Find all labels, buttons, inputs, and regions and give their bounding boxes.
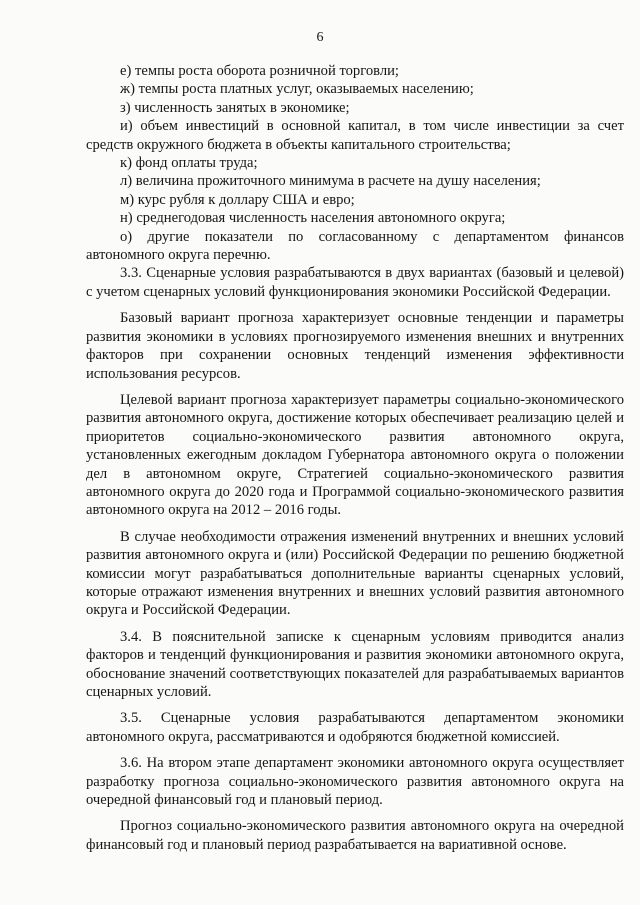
document-body — [86, 62, 624, 854]
list-item: е) темпы роста оборота розничной торговли; — [120, 63, 399, 79]
list-item: з) численность занятых в экономике; — [120, 99, 350, 116]
paragraph-target-variant: Целевой вариант прогноза характеризует параметры социально-экономического развития автономного округа, достижение которых обеспечивает реализацию целей и приоритетов социально-экономического развития автономного округа, установленных ежегодным докладом Губернатора автономного округа о положении дел в автономном округе, Стратегией социально-экономического развития автономного округа до 2020 года и Программой социально-экономического развития автономного округа на 2012 – 2016 годы. — [86, 391, 624, 519]
list-item: м) курс рубля к доллару США и евро; — [120, 191, 355, 208]
list-item: о) другие показатели по согласованному с департаментом финансов автономного округа перечню. — [86, 228, 624, 264]
paragraph-base-variant: Базовый вариант прогноза характеризует основные тенденции и параметры развития экономики в условиях прогнозируемого изменения внешних и внутренних факторов при сохранении основных тенденций изменения эффективности использования ресурсов. — [86, 310, 624, 382]
list-item: ж) темпы роста платных услуг, оказываемых населению; — [120, 81, 474, 98]
paragraph-3-6: 3.6. На втором этапе департамент экономики автономного округа осуществляет разработку прогноза социально-экономического развития автономного округа на очередной финансовый год и плановый период. — [86, 755, 624, 809]
list-item: и) объем инвестиций в основной капитал, в том числе инвестиции за счет средств окружного бюджета в объекты капитального строительства; — [86, 118, 624, 153]
list-item: к) фонд оплаты труда; — [120, 155, 258, 172]
page-number: 6 — [316, 30, 324, 45]
paragraph-forecast-basis: Прогноз социально-экономического развития автономного округа на очередной финансовый год и плановый период разрабатывается на вариативной основе. — [86, 818, 624, 853]
list-item: л) величина прожиточного минимума в расчете на душу населения; — [120, 173, 541, 190]
paragraph-3-4: 3.4. В пояснительной записке к сценарным условиям приводится анализ факторов и тенденций функционирования и развития экономики автономного округа, обоснование значений соответствующих показателей для разрабатываемых вариантов сценарных условий. — [86, 628, 624, 700]
paragraph-3-5: 3.5. Сценарные условия разрабатываются департаментом экономики автономного округа, рассматриваются и одобряются бюджетной комиссией. — [86, 710, 624, 745]
paragraph-3-3: 3.3. Сценарные условия разрабатываются в двух вариантах (базовый и целевой) с учетом сценарных условий функционирования экономики Российской Федерации. — [86, 265, 624, 300]
list-item: н) среднегодовая численность населения автономного округа; — [120, 210, 506, 227]
paragraph-additional-variants: В случае необходимости отражения изменений внутренних и внешних условий развития автономного округа и (или) Российской Федерации по решению бюджетной комиссии могут разрабатываться дополнительные варианты сценарных условий, которые отражают изменения внутренних и внешних условий развития автономного округа и Российской Федерации. — [86, 528, 624, 619]
